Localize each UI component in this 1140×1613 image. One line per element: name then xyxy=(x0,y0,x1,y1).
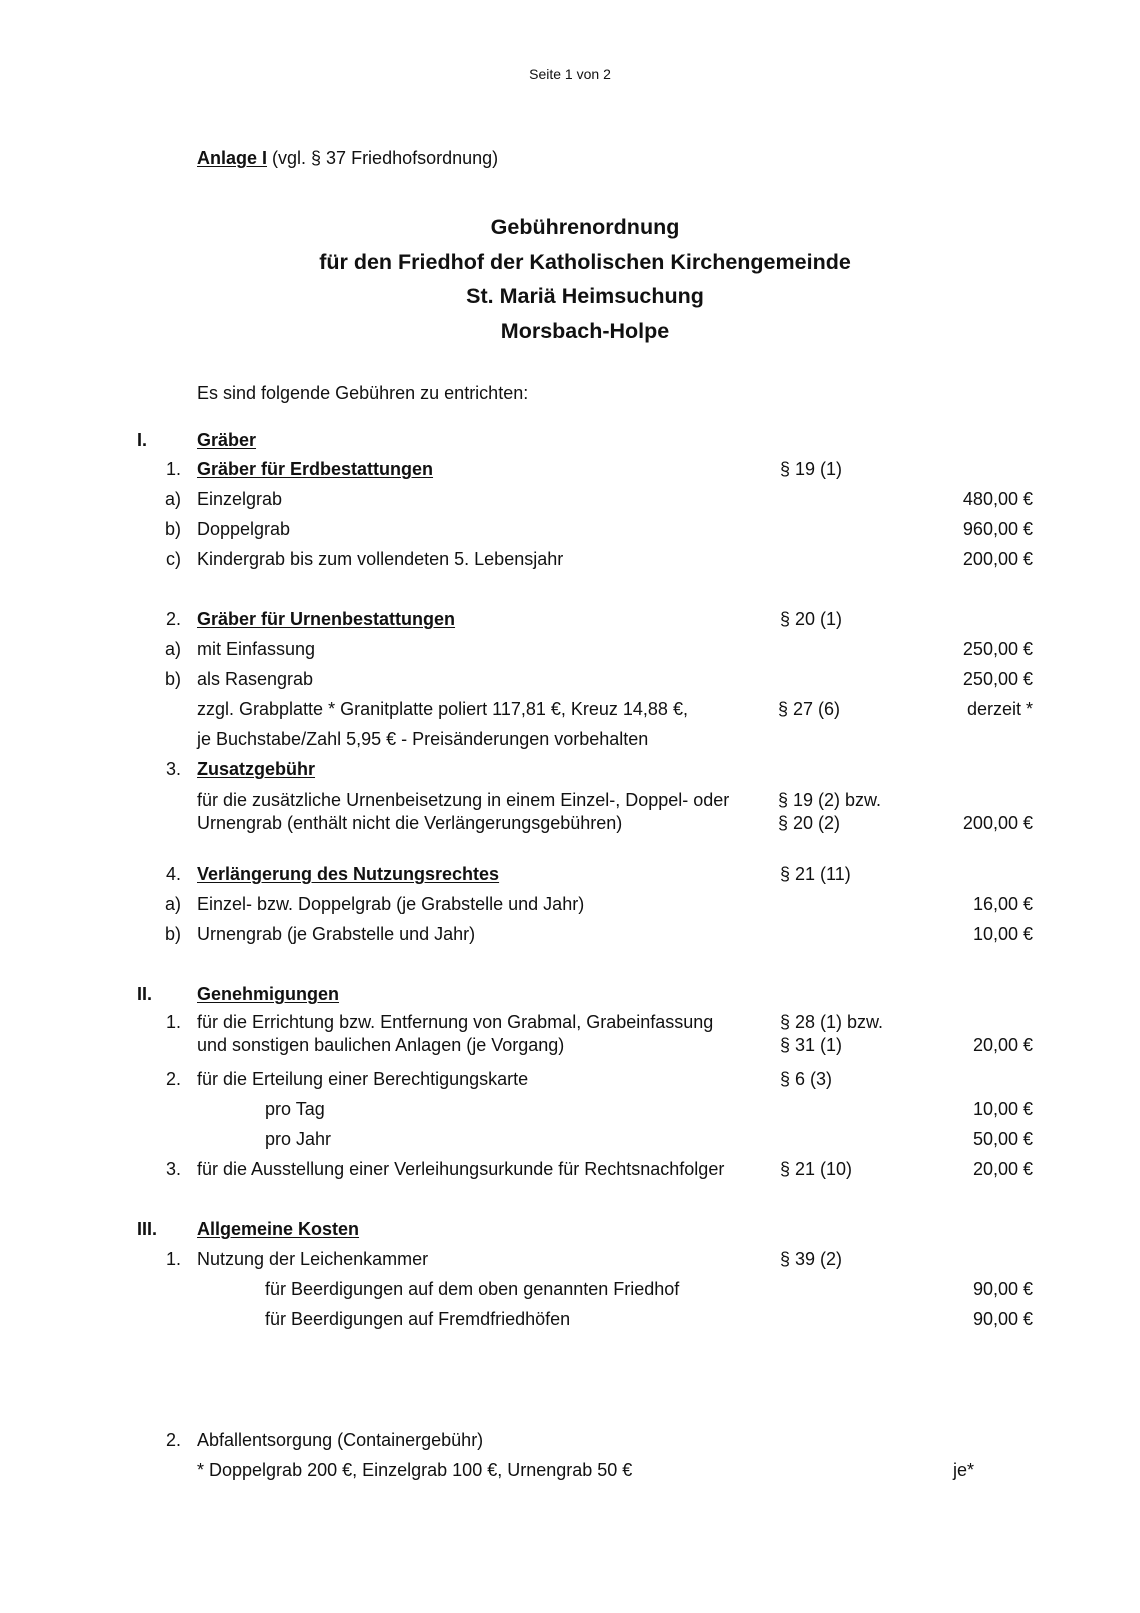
section-title: Allgemeine Kosten xyxy=(197,1219,360,1239)
item-number: 2. xyxy=(165,1069,181,1089)
item-letter: c) xyxy=(166,549,181,569)
subsection-title: Zusatzgebühr xyxy=(197,759,316,779)
paragraph-ref xyxy=(778,789,881,835)
fee-description xyxy=(197,1011,713,1057)
section-heading xyxy=(0,979,1140,1009)
section-number: III. xyxy=(137,1219,158,1239)
fee-note-row xyxy=(0,724,1140,754)
fee-description-line: für die zusätzliche Urnenbeisetzung in einem Einzel-, Doppel- oder xyxy=(197,790,730,810)
paragraph-ref: § 20 (1) xyxy=(780,609,843,629)
fee-description-line: und sonstigen baulichen Anlagen (je Vorgang) xyxy=(197,1035,565,1055)
fee-description: für Beerdigungen auf dem oben genannten Friedhof xyxy=(265,1279,680,1299)
fee-row xyxy=(0,484,1140,514)
fee-description: für die Erteilung einer Berechtigungskarte xyxy=(197,1069,529,1089)
subsection-title: Verlängerung des Nutzungsrechtes xyxy=(197,864,500,884)
fee-amount: 480,00 € xyxy=(962,489,1033,509)
anlage-label: Anlage I xyxy=(197,148,268,168)
fee-description: Doppelgrab xyxy=(197,519,291,539)
fee-amount: 50,00 € xyxy=(972,1129,1033,1149)
fee-description: Nutzung der Leichenkammer xyxy=(197,1249,429,1269)
section-title: Gräber xyxy=(197,430,257,450)
item-number: 2. xyxy=(165,609,181,629)
document-title xyxy=(0,210,1140,348)
fee-row xyxy=(0,1154,1140,1184)
paragraph-ref: § 21 (11) xyxy=(780,864,851,884)
fee-description-line: Urnengrab (enthält nicht die Verlängerungsgebühren) xyxy=(197,813,623,833)
anlage-reference xyxy=(197,148,498,169)
fee-row xyxy=(0,1274,1140,1304)
fee-row xyxy=(0,1244,1140,1274)
fee-row xyxy=(0,1064,1140,1094)
section-number: II. xyxy=(137,984,153,1004)
fee-note: je Buchstabe/Zahl 5,95 € - Preisänderungen vorbehalten xyxy=(197,729,649,749)
section-heading xyxy=(0,1214,1140,1244)
fee-row xyxy=(0,1124,1140,1154)
fee-amount: 90,00 € xyxy=(972,1279,1033,1299)
fee-description: als Rasengrab xyxy=(197,669,314,689)
fee-row xyxy=(0,889,1140,919)
paragraph-ref-line: § 28 (1) bzw. xyxy=(780,1012,884,1032)
fee-description: Einzel- bzw. Doppelgrab (je Grabstelle und Jahr) xyxy=(197,894,585,914)
fee-amount: 200,00 € xyxy=(962,813,1033,833)
fee-description: für die Ausstellung einer Verleihungsurkunde für Rechtsnachfolger xyxy=(197,1159,725,1179)
title-line-1: Gebührenordnung xyxy=(490,215,680,239)
fee-note: zzgl. Grabplatte * Granitplatte poliert 117,81 €, Kreuz 14,88 €, xyxy=(197,699,688,719)
intro-text: Es sind folgende Gebühren zu entrichten: xyxy=(197,383,529,403)
section-heading xyxy=(0,425,1140,455)
fee-description: * Doppelgrab 200 €, Einzelgrab 100 €, Urnengrab 50 € xyxy=(197,1460,633,1480)
fee-amount: 90,00 € xyxy=(972,1309,1033,1329)
fee-row xyxy=(0,1011,1140,1057)
subsection-heading xyxy=(0,754,1140,784)
paragraph-ref: § 19 (1) xyxy=(780,459,843,479)
fee-description: mit Einfassung xyxy=(197,639,316,659)
paragraph-ref-line: § 20 (2) xyxy=(778,813,841,833)
item-letter: b) xyxy=(164,669,181,689)
fee-description-line: für die Errichtung bzw. Entfernung von Grabmal, Grabeinfassung xyxy=(197,1012,714,1032)
fee-amount: 20,00 € xyxy=(972,1035,1033,1055)
subsection-heading xyxy=(0,859,1140,889)
fee-row xyxy=(0,664,1140,694)
item-letter: b) xyxy=(164,924,181,944)
fee-row xyxy=(0,544,1140,574)
title-line-3: St. Mariä Heimsuchung xyxy=(466,284,704,308)
item-number: 1. xyxy=(165,1249,181,1269)
subsection-heading xyxy=(0,454,1140,484)
section-number: I. xyxy=(137,430,148,450)
fee-note-row xyxy=(0,694,1140,724)
item-number: 3. xyxy=(165,759,181,779)
fee-description xyxy=(197,789,729,835)
item-letter: a) xyxy=(164,894,181,914)
paragraph-ref: § 27 (6) xyxy=(778,699,841,719)
paragraph-ref-line: § 31 (1) xyxy=(780,1035,843,1055)
anlage-note: (vgl. § 37 Friedhofsordnung) xyxy=(272,148,499,168)
item-number: 2. xyxy=(165,1430,181,1450)
item-letter: a) xyxy=(164,489,181,509)
fee-row xyxy=(0,789,1140,835)
fee-row xyxy=(0,1455,1140,1485)
subsection-title: Gräber für Erdbestattungen xyxy=(197,459,434,479)
item-number: 1. xyxy=(165,1012,181,1032)
item-letter: a) xyxy=(164,639,181,659)
fee-amount: je* xyxy=(952,1460,974,1480)
fee-amount: 250,00 € xyxy=(962,639,1033,659)
fee-row xyxy=(0,514,1140,544)
subsection-heading xyxy=(0,604,1140,634)
paragraph-ref: § 6 (3) xyxy=(780,1069,833,1089)
fee-amount: 20,00 € xyxy=(972,1159,1033,1179)
fee-row xyxy=(0,1425,1140,1455)
fee-amount: 10,00 € xyxy=(972,1099,1033,1119)
fee-row xyxy=(0,919,1140,949)
fee-description: pro Jahr xyxy=(265,1129,332,1149)
fee-description: pro Tag xyxy=(265,1099,325,1119)
fee-amount: 16,00 € xyxy=(972,894,1033,914)
fee-amount: 10,00 € xyxy=(972,924,1033,944)
title-line-2: für den Friedhof der Katholischen Kirchengemeinde xyxy=(319,249,851,274)
fee-amount: 200,00 € xyxy=(962,549,1033,569)
fee-description: Einzelgrab xyxy=(197,489,283,509)
fee-description: Urnengrab (je Grabstelle und Jahr) xyxy=(197,924,476,944)
section-title: Genehmigungen xyxy=(197,984,340,1004)
fee-row xyxy=(0,634,1140,664)
title-line-4: Morsbach-Holpe xyxy=(500,318,670,343)
fee-row xyxy=(0,1304,1140,1334)
fee-description: für Beerdigungen auf Fremdfriedhöfen xyxy=(265,1309,571,1329)
item-letter: b) xyxy=(164,519,181,539)
fee-amount: 960,00 € xyxy=(962,519,1033,539)
fee-row xyxy=(0,1094,1140,1124)
item-number: 1. xyxy=(165,459,181,479)
paragraph-ref xyxy=(780,1011,883,1057)
paragraph-ref: § 39 (2) xyxy=(780,1249,843,1269)
fee-amount: derzeit * xyxy=(966,699,1033,719)
subsection-title: Gräber für Urnenbestattungen xyxy=(197,609,456,629)
paragraph-ref-line: § 19 (2) bzw. xyxy=(778,790,882,810)
fee-description: Kindergrab bis zum vollendeten 5. Lebensjahr xyxy=(197,549,564,569)
fee-amount: 250,00 € xyxy=(962,669,1033,689)
fee-description: Abfallentsorgung (Containergebühr) xyxy=(197,1430,484,1450)
paragraph-ref: § 21 (10) xyxy=(780,1159,853,1179)
item-number: 3. xyxy=(165,1159,181,1179)
item-number: 4. xyxy=(165,864,181,884)
page-number: Seite 1 von 2 xyxy=(529,66,611,82)
